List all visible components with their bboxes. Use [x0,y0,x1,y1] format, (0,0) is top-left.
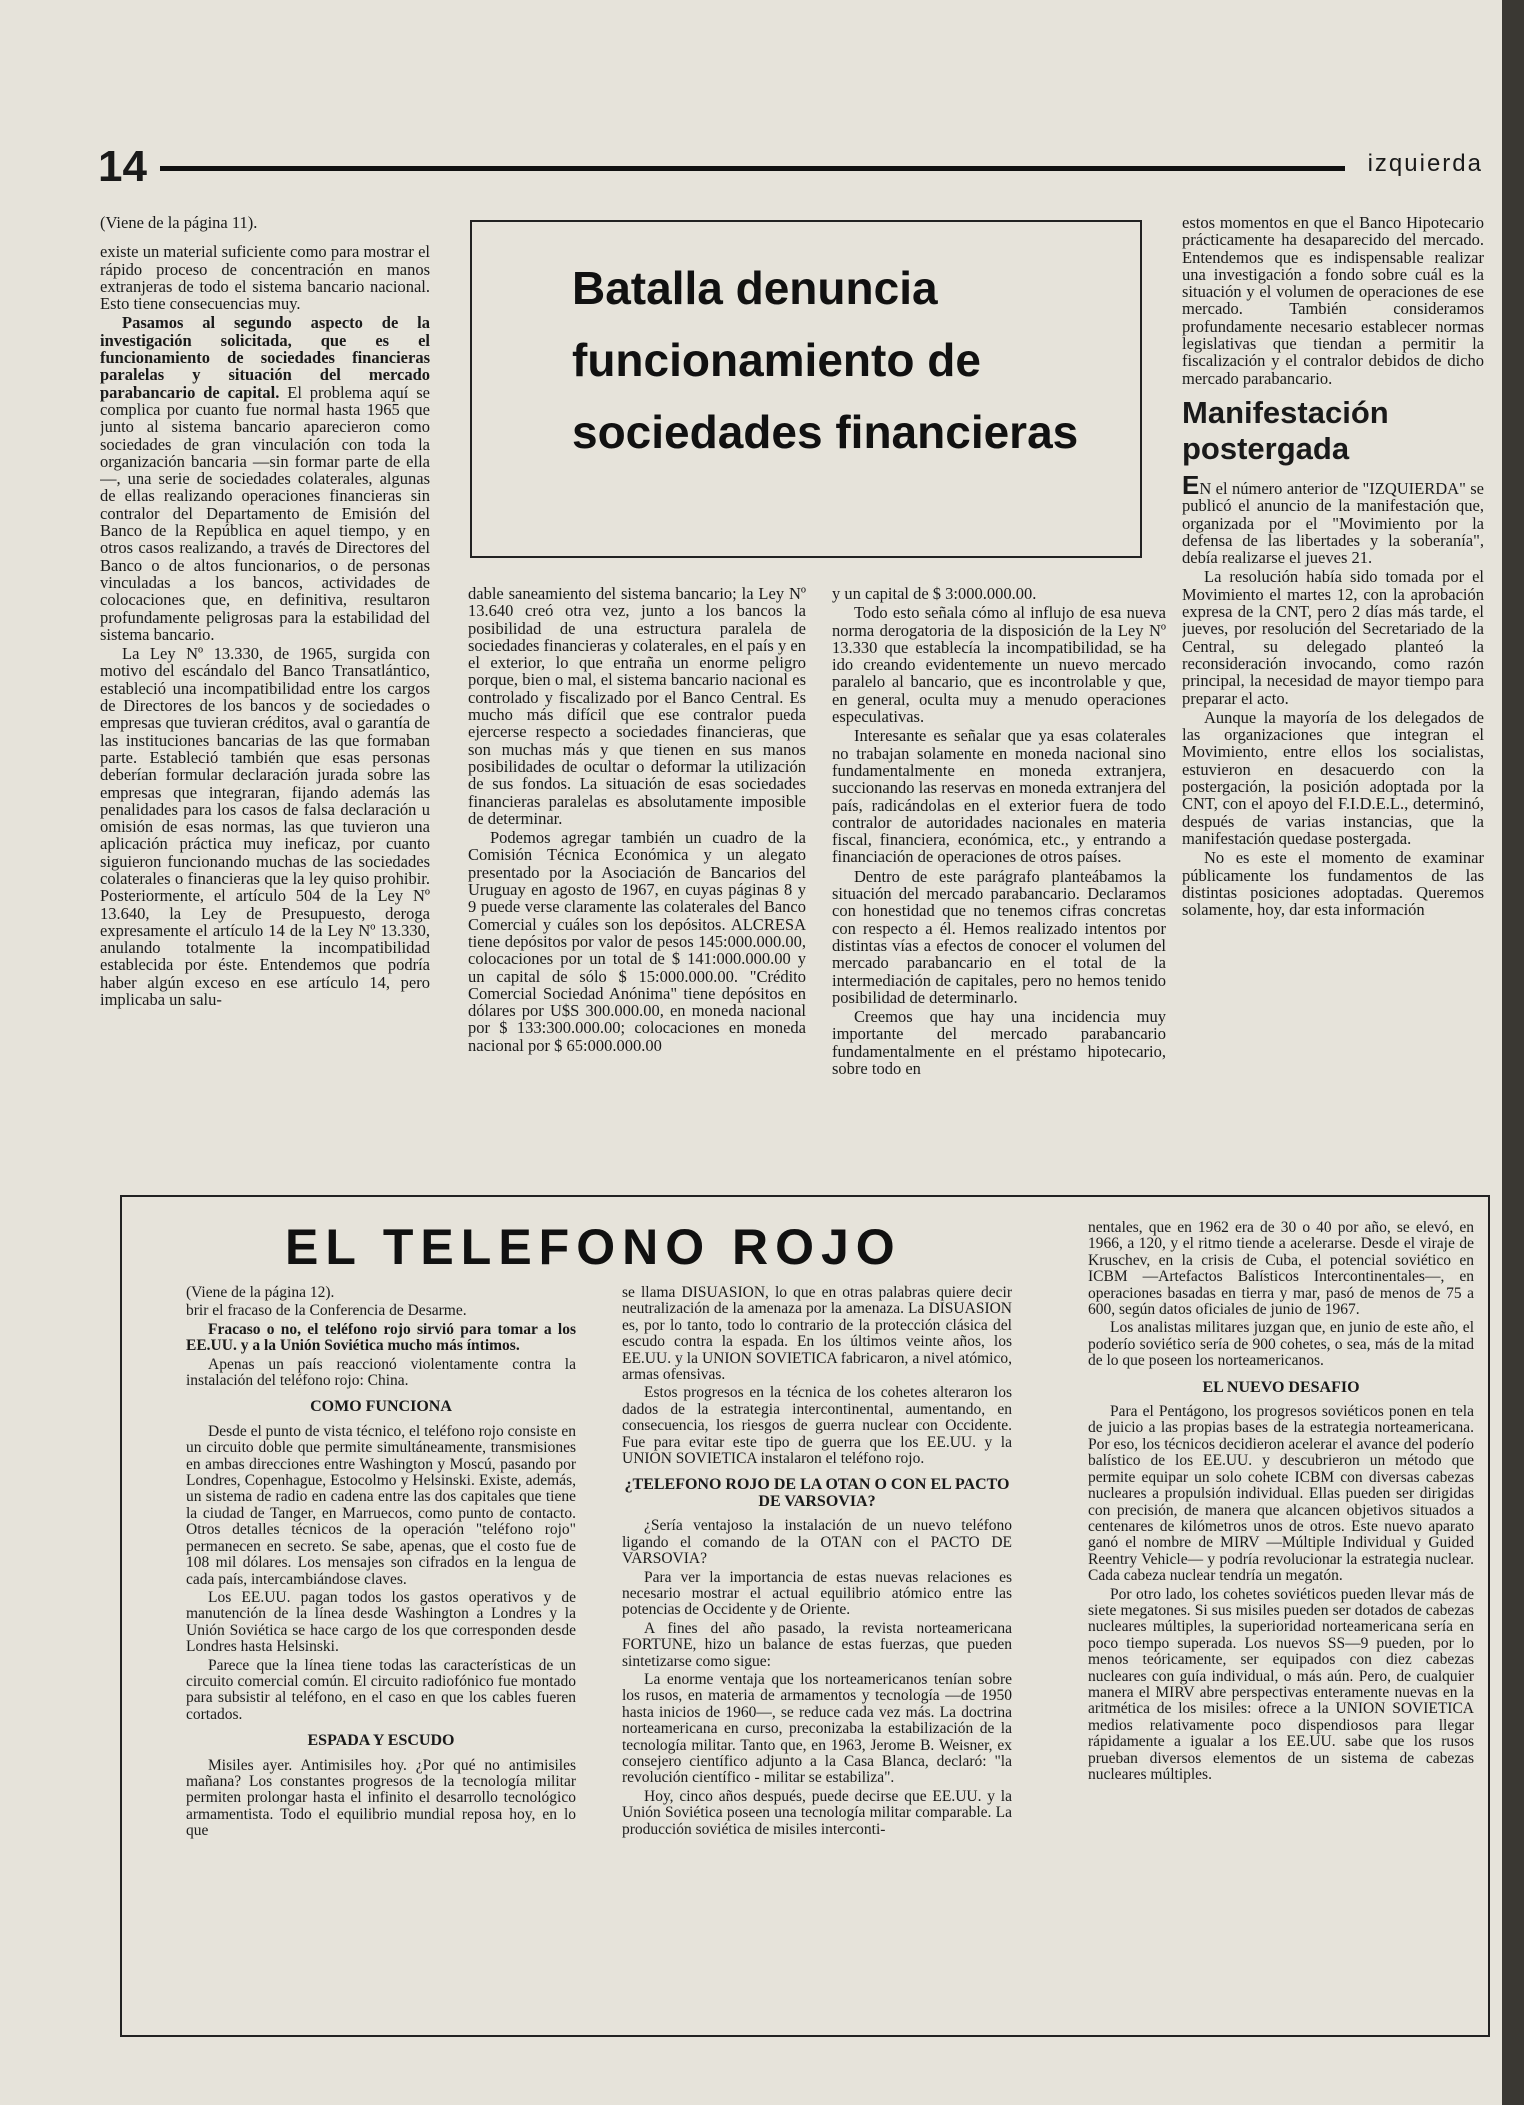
paragraph: Podemos agregar también un cuadro de la Comisión Técnica Económica y un alegato presentado por la Asociación de Bancarios del Uruguay en agosto de 1967, en cuyas páginas 8 y 9 puede verse claramente las colaterales del Banco Comercial y cuáles son los depósitos. ALCRESA tiene depósitos por valor de pesos 145:000.000.00, colocaciones por un total de $ 141:000.000.00 y un capital de sólo $ 15:000.000.00. "Crédito Comercial Sociedad Anónima" tiene depósitos en dólares por U$S 300.000.00, en moneda nacional por $ 133:300.000.00; colocaciones en moneda nacional por $ 65:000.000.00 [468,828,806,1055]
headline-box [470,220,1142,558]
telefono-column-3 [1088,1220,1474,2030]
continuation-note: (Viene de la página 11). [100,214,258,232]
magazine-name: izquierda [1367,150,1483,177]
paragraph: nentales, que en 1962 era de 30 o 40 por año, se elevó, en 1966, a 120, y el ritmo tiende a acelerarse. Desde el viraje de Kruschev, en la crisis de Cuba, el potencial soviético en ICBM —Artefactos Balísticos Intercontinentales—, en operaciones basadas en tierra y mar, pasó de menos de 75 a 600, según datos oficiales de junio de 1967. [1088,1220,1474,1319]
article-column-2 [468,585,806,1185]
paragraph: brir el fracaso de la Conferencia de Desarme. [186,1302,467,1320]
paragraph: ¿Sería ventajoso la instalación de un nuevo teléfono ligando el comando de la OTAN con el PACTO DE VARSOVIA? [622,1517,1012,1568]
paragraph: Estos progresos en la técnica de los cohetes alteraron los dados de la estrategia intercontinental, aumentando, en consecuencia, los riesgos de guerra nuclear con Occidente. Fue para evitar este tipo de guerra que los EE.UU. y la UNION SOVIETICA instalaron el teléfono rojo. [622,1384,1012,1468]
paragraph: Para el Pentágono, los progresos soviéticos ponen en tela de juicio a las propias bases de la estrategia norteamericana. Por eso, los técnicos decidieron acelerar el avance del poderío balístico de los EE.UU. y descubrieron un método que permite equipar un solo cohete ICBM con diversas cabezas nucleares a propulsión individual. Ellas pueden ser dirigidas con precisión, de manera que alcancen objetivos situados a centenares de kilómetros unos de otros. Este nuevo aparato ganó el nombre de MIRV —Múltiple Individual y Guided Reentry Vehicle— y podría revolucionar la estrategia nuclear. Cada cabeza nuclear tendría un megatón. [1088,1403,1474,1585]
continuation-note: (Viene de la página 12). [186,1285,335,1301]
paragraph: Misiles ayer. Antimisiles hoy. ¿Por qué no antimisiles mañana? Los constantes progresos de la tecnología militar permiten prolongar hasta el infinito el desarrollo tecnológico armamentista. Todo el equilibrio mundial reposa hoy, en lo que [186,1756,576,1840]
paragraph [1182,469,1484,568]
paragraph: Parece que la línea tiene todas las características de un circuito comercial común. El circuito radiofónico fue montado para subsistir al teléfono, en el caso en que los cables fueren cortados. [186,1656,576,1723]
paragraph: Aunque la mayoría de los delegados de las organizaciones que integran el Movimiento, entre ellos los socialistas, estuvieron en desacuerdo con la postergación, la posición adoptada por la CNT, con el apoyo del F.I.D.E.L., determinó, después de varias instancias, que la manifestación quedase postergada. [1182,707,1484,848]
paragraph: Apenas un país reaccionó violentamente contra la instalación del teléfono rojo: China. [186,1355,576,1390]
subhead-manifestacion: Manifestación postergada [1182,394,1389,466]
article-column-1 [100,214,430,1184]
header-rule [160,166,1345,171]
paragraph-rest: El problema aquí se complica por cuanto fue normal hasta 1965 que junto al sistema bancario aparecieron como sociedades de gran vinculación con toda la organización bancaria —sin formar parte de ella—, una serie de sociedades colaterales, algunas de ellas realizando operaciones financieras sin contralor del Departamento de Emisión del Banco de la República en aquel tiempo, y en otros casos realizando, a través de Directores del Banco o de altos funcionarios, o de personas vinculadas a los bancos, actividades de colocaciones que, en definitiva, resultaron profundamente peligrosas para la estabilidad del sistema bancario. [100,382,430,644]
paragraph: Interesante es señalar que ya esas colaterales no trabajan solamente en moneda nacional sino fundamentalmente en moneda extranjera, succionando las reservas en moneda extranjera del país, radicándolas en el exterior fuera de todo contralor de autoridades nacionales en materia fiscal, financiera, económica, etc., y entrando a financiación de operaciones de otros países. [832,726,1166,867]
telefono-rojo-title: EL TELEFONO ROJO [285,1219,902,1275]
paragraph: Creemos que hay una incidencia muy importante del mercado parabancario fundamentalmente en el préstamo hipotecario, sobre todo en [832,1007,1166,1079]
drop-cap: E [1182,469,1200,500]
paragraph: Los analistas militares juzgan que, en junio de este año, el poderío soviético sería de 900 cohetes, o sea, más de la mitad de lo que poseen los norteamericanos. [1088,1319,1474,1370]
section-heading: COMO FUNCIONA [310,1398,452,1416]
article-headline: Batalla denuncia funcionamiento de sociedades financieras [572,262,1079,458]
page-number: 14 [98,142,147,191]
paragraph: estos momentos en que el Banco Hipotecario prácticamente ha desaparecido del mercado. Entendemos que es indispensable realizar una investigación a fondo sobre cuál es la situación y el volumen de operaciones de ese mercado. También consideramos profundamente necesario establecer normas legislativas que tiendan a permitir la fiscalización y el contralor debidos de dicho mercado parabancario. [1182,214,1484,388]
paragraph: Para ver la importancia de estas nuevas relaciones es necesario mostrar el actual equilibrio atómico entre las potencias de Occidente y de Oriente. [622,1568,1012,1619]
paragraph: La resolución había sido tomada por el Movimiento el martes 12, con la aprobación expresa de la CNT, pero 2 días más tarde, el jueves, por resolución del Secretariado de la Central, su delegado planteó la reconsideración invocando, como razón principal, la necesidad de mayor tiempo para preparar el acto. [1182,567,1484,708]
paragraph: La Ley Nº 13.330, de 1965, surgida con motivo del escándalo del Banco Transatlántico, estableció una incompatibilidad entre los cargos de Directores de los bancos y de sociedades o empresas que tuvieran créditos, aval o garantía de las instituciones bancarias de las que formaban parte. Estableció también que esas personas deberían formular declaración jurada sobre las empresas que integraran, fijando además las penalidades para los casos de falsa declaración u omisión de esas normas, las que tuvieron una aplicación práctica muy ineficaz, por cuanto siguieron funcionando muchas de las sociedades colaterales o financieras que la ley quiso prohibir. Posteriormente, el artículo 504 de la Ley Nº 13.640, la Ley de Presupuesto, deroga expresamente el artículo 14 de la Ley Nº 13.330, anulando totalmente la incompatibilidad establecida por éste. Entendemos que podría haber algún exceso en ese artículo 14, pero implicaba un salu- [100,644,430,1010]
page-binding-edge [1502,0,1524,2105]
paragraph: La enorme ventaja que los norteamericanos tenían sobre los rusos, en materia de armamentos y tecnología —de 1950 hasta inicios de 1960—, se reduce cada vez más. La doctrina norteamericana en curso, preconizaba la estabilización de la tecnología militar. Tanto que, en 1963, Jerome B. Weisner, ex consejero científico adjunto a la Casa Blanca, declaró: "la revolución científico - militar se estabiliza". [622,1670,1012,1787]
paragraph: se llama DISUASION, lo que en otras palabras quiere decir neutralización de la amenaza por la amenaza. La DISUASION es, por lo tanto, todo lo contrario de la protección clásica del escudo contra la espada. En los últimos veinte años, los EE.UU. y la UNION SOVIETICA fabricaron, a nivel atómico, armas ofensivas. [622,1285,1012,1384]
paragraph: Por otro lado, los cohetes soviéticos pueden llevar más de siete megatones. Si sus misiles pueden ser dotados de cabezas nucleares múltiples, la superioridad norteamericana sería en poco tiempo superada. Los nuevos SS—9 pueden, por lo menos teóricamente, ser equipados con diez cabezas nucleares con guía individual, o más aún. Pero, de cualquier manera el MIRV abre perspectivas enteramente nuevas en la aritmética de los misiles: ofrece a la UNION SOVIETICA medios relativamente poco dispendiosos para llegar rápidamente a igualar a los EE.UU. sabe que los rusos prueban diversos elementos de un sistema de cabezas nucleares múltiples. [1088,1585,1474,1783]
section-heading: ¿TELEFONO ROJO DE LA OTAN O CON EL PACTO DE VARSOVIA? [624,1476,1010,1510]
paragraph: Dentro de este parágrafo planteábamos la situación del mercado parabancario. Declaramos con honestidad que no tenemos cifras concretas con respecto a él. Hemos realizado intentos por distintas vías a efectos de conocer el volumen del mercado parabancario en el total de la intermediación de capitales, pero no hemos tenido posibilidad de determinarlo. [832,866,1166,1007]
paragraph: existe un material suficiente como para mostrar el rápido proceso de concentración en manos extranjeras de todo el sistema bancario nacional. Esto tiene consecuencias muy. [100,242,430,314]
paragraph: y un capital de $ 3:000.000.00. [832,585,1037,603]
paragraph [100,314,430,643]
paragraph: No es este el momento de examinar públicamente los fundamentos de las distintas posiciones adoptadas. Queremos solamente, hoy, dar esta información [1182,848,1484,920]
paragraph: dable saneamiento del sistema bancario; la Ley Nº 13.640 creó otra vez, junto a los bancos la posibilidad de una estructura paralela de sociedades financieras y colaterales, en el país y en el exterior, lo que entraña un enorme peligro porque, bien o mal, el sistema bancario nacional es controlado y fiscalizado por el Banco Central. Es mucho más difícil que ese contralor pueda ejercerse respecto a sociedades financieras, que son muchas más y que tienen en sus manos posibilidades de ocultar o deformar la utilización de sus fondos. La situación de esas sociedades financieras paralelas es absolutamente imposible de determinar. [468,585,806,828]
section-heading: EL NUEVO DESAFIO [1202,1378,1360,1396]
page-header [98,142,1483,192]
section-heading: ESPADA Y ESCUDO [307,1732,455,1750]
bold-lead: Pasamos al segundo aspecto de la investigación solicitada, que es el funcionamiento de sociedades financieras paralelas y situación del mercado parabancario de capital. [100,313,430,402]
article-column-4 [1182,214,1484,1184]
paragraph-rest: N el número anterior de "IZQUIERDA" se publicó el anuncio de la manifestación que, organizada por el "Movimiento por la defensa de las libertades y la soberanía", debía realizarse el jueves 21. [1182,478,1484,568]
paragraph: A fines del año pasado, la revista norteamericana FORTUNE, hizo un balance de estas fuerzas, que pueden sintetizarse como sigue: [622,1619,1012,1670]
bold-paragraph: Fracaso o no, el teléfono rojo sirvió para tomar a los EE.UU. y a la Unión Soviética mucho más íntimos. [186,1320,576,1355]
telefono-column-1 [186,1285,576,2030]
paragraph: Desde el punto de vista técnico, el teléfono rojo consiste en un circuito doble que permite simultáneamente, transmisiones en ambas direcciones entre Washington y Moscú, pasando por Londres, Copenhague, Estocolmo y Helsinski. Existe, además, un sistema de radio en cadena entre las dos capitales que tiene la ciudad de Tanger, en Marruecos, como punto de contacto. Otros detalles técnicos de la operación "teléfono rojo" permanecen en secreto. Se sabe, apenas, que el costo fue de 108 mil dólares. Los mensajes son cifrados en la lengua de cada país, intercambiándose claves. [186,1422,576,1588]
paragraph: Todo esto señala cómo al influjo de esa nueva norma derogatoria de la disposición de la Ley Nº 13.330 que establecía la incompatibilidad, se ha ido creando evidentemente un nuevo mercado paralelo al bancario, que es incontrolable y que, en general, oculta muy a menudo operaciones especulativas. [832,603,1166,727]
paragraph: Los EE.UU. pagan todos los gastos operativos y de manutención de la línea desde Washington a Londres y la Unión Soviética se hace cargo de los que corresponden desde Londres hasta Helsinski. [186,1588,576,1656]
paragraph: Hoy, cinco años después, puede decirse que EE.UU. y la Unión Soviética poseen una tecnología militar comparable. La producción soviética de misiles interconti- [622,1787,1012,1838]
telefono-column-2 [622,1285,1012,2030]
article-column-3 [832,585,1166,1185]
